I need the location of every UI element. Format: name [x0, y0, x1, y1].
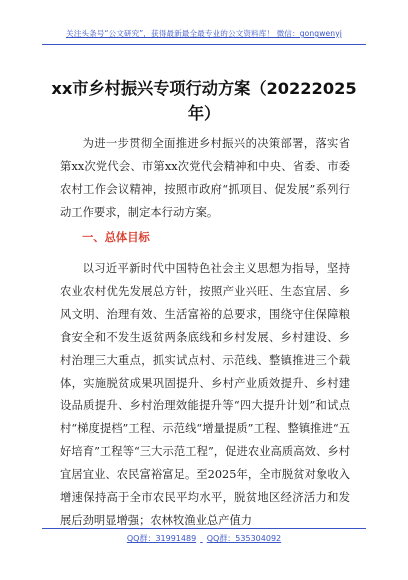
document-title: xx市乡村振兴专项行动方案（20222025年） — [51, 79, 357, 123]
intro-paragraph: 为进一步贯彻全面推进乡村振兴的决策部署，落实省第xx次党代会、市第xx次党代会精神和中央、省委、市委农村工作会议精神，按照市政府“抓项目、促发展”系列行动工作要求，制定本行动方案。 — [60, 137, 350, 219]
footer — [42, 532, 366, 546]
footer-qq-group-1[interactable]: QQ群：31991489 — [126, 534, 197, 543]
header-divider — [42, 44, 366, 45]
footer-qq-group-2[interactable]: QQ群：535304092 — [206, 534, 282, 543]
overall-goal-paragraph: 以习近平新时代中国特色社会主义思想为指导，坚持农业农村优先发展总方针，按照产业兴旺、生态宜居、乡风文明、治理有效、生活富裕的总要求，围绕守住保障粮食安全和不发生返贫两条底线和乡村发展、乡村建设、乡村治理三大重点，抓实试点村、示范线、整镇推进三个载体，实施脱贫成果巩固提升、乡村产业质效提升、乡村建设品质提升、乡村治理效能提升等“四大提升计划”和试点村“梯度提档”工程、示范线“增量提质”工程、整镇推进“五好培育”工程等“三大示范工程”，促进农业高质高效、乡村宜居宜业、农民富裕富足。至2025年，全市脱贫对象收入增速保持高于全市农民平均水平，脱贫地区经济活力和发展后劲明显增强；农林牧渔业总产值力 — [60, 262, 350, 527]
footer-divider — [42, 528, 366, 529]
header-banner[interactable]: 关注头条号“公文研究”，获得最新最全最专业的公文资料库！ 微信：gongwenyj — [66, 29, 342, 38]
section-heading-overall-goal: 一、总体目标 — [82, 231, 150, 244]
